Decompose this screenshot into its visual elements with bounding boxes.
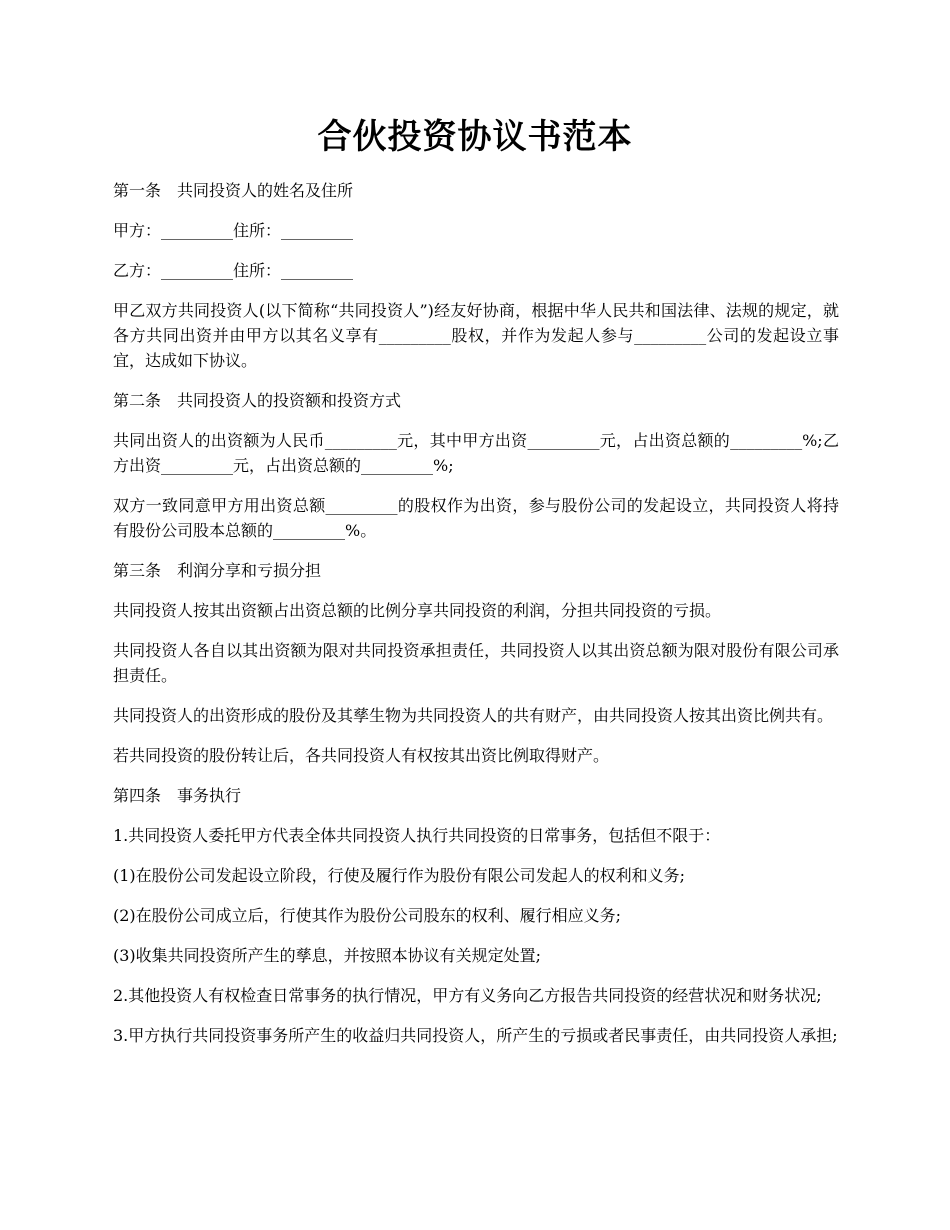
investment-method-paragraph: 双方一致同意甲方用出资总额_________的股权作为出资，参与股份公司的发起设立，共同投资人将持有股份公司股本总额的_________%。 [113,496,839,540]
clause-3: 3.甲方执行共同投资事务所产生的收益归共同投资人，所产生的亏损或者民事责任，由共同投资人承担; [113,1026,838,1045]
party-a-line: 甲方：_________住所：_________ [113,221,354,240]
party-b-line: 乙方：_________住所：_________ [113,261,354,280]
document-body [113,178,839,1063]
clause-1-item-1: (1)在股份公司发起设立阶段，行使及履行作为股份有限公司发起人的权利和义务; [113,866,686,885]
clause-2: 2.其他投资人有权检查日常事务的执行情况，甲方有义务向乙方报告共同投资的经营状况和财务状况; [113,986,822,1005]
section-heading-1: 第一条 共同投资人的姓名及住所 [113,181,354,200]
preamble-paragraph: 甲乙双方共同投资人(以下简称“共同投资人”)经友好协商，根据中华人民共和国法律、法规的规定，就各方共同出资并由甲方以其名义享有_________股权，并作为发起人参与_________公司的发起设立事宜，达成如下协议。 [113,301,839,370]
section-heading-4: 第四条 事务执行 [113,786,242,805]
liability-paragraph: 共同投资人各自以其出资额为限对共同投资承担责任，共同投资人以其出资总额为限对股份有限公司承担责任。 [113,641,839,685]
investment-amount-paragraph: 共同出资人的出资额为人民币_________元，其中甲方出资_________元，占出资总额的_________%;乙方出资_________元，占出资总额的_________%; [113,431,839,475]
clause-1-item-3: (3)收集共同投资所产生的孳息，并按照本协议有关规定处置; [113,946,542,965]
section-heading-2: 第二条 共同投资人的投资额和投资方式 [113,391,402,410]
profit-sharing-paragraph: 共同投资人按其出资额占出资总额的比例分享共同投资的利润，分担共同投资的亏损。 [113,601,722,620]
document-title: 合伙投资协议书范本 [317,117,633,157]
share-transfer-paragraph: 若共同投资的股份转让后，各共同投资人有权按其出资比例取得财产。 [113,746,610,765]
clause-1: 1.共同投资人委托甲方代表全体共同投资人执行共同投资的日常事务，包括但不限于： [113,826,721,845]
common-property-paragraph: 共同投资人的出资形成的股份及其孳生物为共同投资人的共有财产，由共同投资人按其出资比例共有。 [113,706,834,725]
section-heading-3: 第三条 利润分享和亏损分担 [113,561,322,580]
clause-1-item-2: (2)在股份公司成立后，行使其作为股份公司股东的权利、履行相应义务; [113,906,622,925]
